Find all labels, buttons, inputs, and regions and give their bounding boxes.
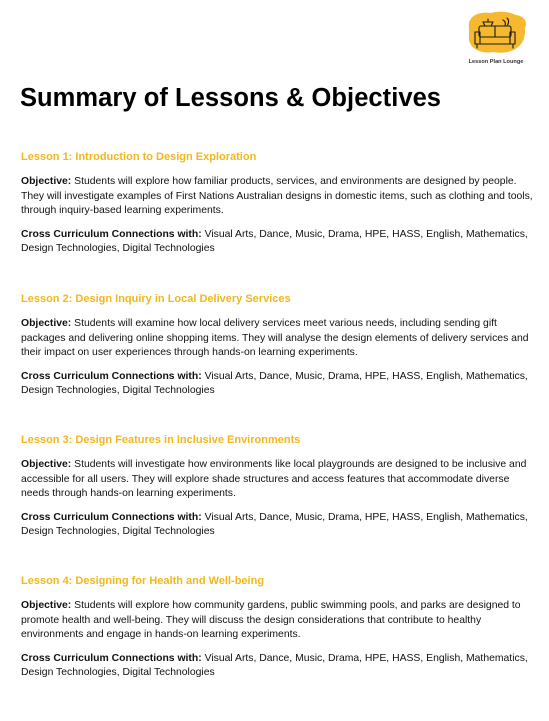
- objective-paragraph: [21, 458, 533, 502]
- connections-paragraph: [21, 370, 533, 399]
- connections-label: Cross Curriculum Connections with:: [21, 370, 202, 382]
- objective-label: Objective:: [21, 176, 72, 187]
- lesson-heading: Lesson 1: Introduction to Design Exploration: [21, 151, 257, 163]
- objective-paragraph: [21, 175, 533, 219]
- lesson-section: [21, 434, 533, 549]
- lesson-heading: Lesson 3: Design Features in Inclusive Environments: [21, 434, 301, 446]
- connections-text: Visual Arts, Dance, Music, Drama, HPE, HASS, English, Mathematics, Design Technologies, Digital Technologies: [21, 370, 528, 396]
- objective-text: Students will explore how community gardens, public swimming pools, and parks are designed to promote health and well-being. They will discuss the design considerations that contribute to healthy environments and engage in hands-on learning experiments.: [21, 600, 521, 640]
- objective-text: Students will investigate how environments like local playgrounds are designed to be inclusive and accessible for all users. They will explore shade structures and access features that accommodate diverse needs through hands-on learning experiments.: [21, 459, 527, 499]
- objective-paragraph: [21, 599, 533, 643]
- connections-label: Cross Curriculum Connections with:: [21, 652, 202, 664]
- logo-text: Lesson Plan Lounge: [468, 59, 524, 65]
- connections-label: Cross Curriculum Connections with:: [21, 511, 202, 523]
- couch-logo-icon: [463, 10, 529, 60]
- objective-text: Students will examine how local delivery services meet various needs, including sending gift packages and delivering online shopping items. They will analyse the design elements of delivery services and their impact on user experiences through hands-on learning experiments.: [21, 318, 529, 358]
- brand-logo: [463, 10, 529, 66]
- lesson-heading: Lesson 4: Designing for Health and Well-being: [21, 575, 265, 587]
- connections-text: Visual Arts, Dance, Music, Drama, HPE, HASS, English, Mathematics, Design Technologies, Digital Technologies: [21, 652, 528, 678]
- connections-paragraph: [21, 652, 533, 681]
- connections-text: Visual Arts, Dance, Music, Drama, HPE, HASS, English, Mathematics, Design Technologies, Digital Technologies: [21, 511, 528, 537]
- objective-label: Objective:: [21, 600, 72, 611]
- connections-label: Cross Curriculum Connections with:: [21, 228, 202, 240]
- lesson-section: [21, 151, 533, 266]
- connections-paragraph: [21, 511, 533, 540]
- objective-label: Objective:: [21, 318, 72, 329]
- lesson-section: [21, 293, 533, 408]
- lesson-heading: Lesson 2: Design Inquiry in Local Delivery Services: [21, 293, 291, 305]
- page-title: Summary of Lessons & Objectives: [20, 84, 442, 112]
- objective-text: Students will explore how familiar products, services, and environments are designed by people. They will investigate examples of First Nations Australian designs in domestic items, such as clothing and tools, through inquiry-based learning experiments.: [21, 176, 533, 216]
- objective-paragraph: [21, 317, 533, 361]
- lesson-section: [21, 575, 533, 690]
- connections-text: Visual Arts, Dance, Music, Drama, HPE, HASS, English, Mathematics, Design Technologies, Digital Technologies: [21, 228, 528, 254]
- connections-paragraph: [21, 228, 533, 257]
- objective-label: Objective:: [21, 459, 72, 470]
